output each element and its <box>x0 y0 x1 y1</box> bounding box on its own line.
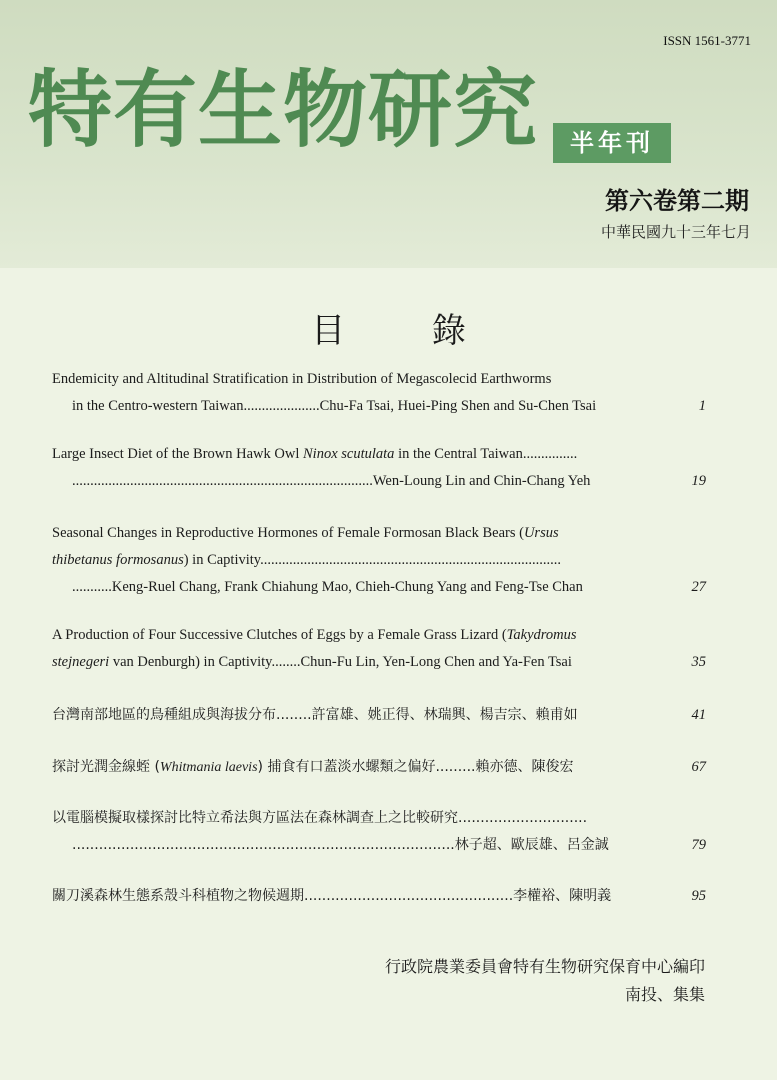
entry-line-wrap <box>52 468 706 495</box>
publisher: 行政院農業委員會特有生物研究保育中心編印 <box>384 957 705 976</box>
toc-entry <box>52 754 706 781</box>
volume-issue: 第六卷第二期 <box>605 187 749 215</box>
entry-line: ...........Keng-Ruel Chang, Frank Chiahung Mao, Chieh-Chung Yang and Feng-Tse Chan <box>72 579 583 595</box>
page-number: 79 <box>691 837 706 853</box>
entry-line: ...................................................................................Wen-Loung Lin and Chin-Chang Yeh <box>72 473 591 489</box>
publication-date: 中華民國九十三年七月 <box>600 223 751 241</box>
page-number: 35 <box>691 654 706 670</box>
page-number: 27 <box>691 579 706 595</box>
page-number: 19 <box>691 473 706 489</box>
frequency-badge: 半年刊 <box>553 123 671 163</box>
page-number: 41 <box>691 707 706 723</box>
entry-line: Seasonal Changes in Reproductive Hormones of Female Formosan Black Bears (Ursus <box>52 525 559 541</box>
entry-line: 以電腦模擬取樣探討比特立希法與方區法在森林調查上之比較研究............................. <box>52 810 588 826</box>
entry-line-wrap <box>52 649 706 676</box>
toc-entry <box>52 366 706 420</box>
entry-line: stejnegeri van Denburgh) in Captivity........Chun-Fu Lin, Yen-Long Chen and Ya-Fen Tsai <box>52 654 572 670</box>
toc-entry <box>52 883 706 910</box>
page-number: 1 <box>698 398 706 414</box>
toc-entry <box>52 702 706 729</box>
entry-line-wrap <box>52 754 706 781</box>
entry-line-wrap <box>52 883 706 910</box>
page-number: 67 <box>691 759 706 775</box>
entry-line: ......................................................................................林子超、歐辰雄、呂金誠 <box>72 837 609 853</box>
entry-line-wrap <box>52 574 706 601</box>
issn: ISSN 1561-3771 <box>663 33 751 48</box>
entry-line: 關刀溪森林生態系殼斗科植物之物候週期...............................................李權裕、陳明義 <box>52 888 612 904</box>
toc-entry <box>52 520 706 601</box>
place: 南投、集集 <box>624 985 705 1004</box>
entry-line-wrap <box>52 805 702 832</box>
toc-entry <box>52 805 706 859</box>
entry-line-wrap <box>52 393 706 420</box>
journal-title: 特有生物研究 <box>28 61 539 159</box>
entry-line: 台灣南部地區的鳥種組成與海拔分布........許富雄、姚正得、林瑞興、楊吉宗、賴甫如 <box>52 707 578 723</box>
entry-line: thibetanus formosanus) in Captivity................................................................................... <box>52 552 561 568</box>
entry-line-wrap <box>52 832 706 859</box>
entry-line: Endemicity and Altitudinal Stratification in Distribution of Megascolecid Earthworms <box>52 371 552 387</box>
page-number: 95 <box>691 888 706 904</box>
toc-heading: 目 錄 <box>311 311 504 351</box>
entry-line: 探討光潤金線蛭 (Whitmania laevis) 捕食有口蓋淡水螺類之偏好.........賴亦德、陳俊宏 <box>52 759 574 775</box>
entry-line-wrap <box>52 702 706 729</box>
toc-entry <box>52 441 706 495</box>
entry-line: Large Insect Diet of the Brown Hawk Owl Ninox scutulata in the Central Taiwan............... <box>52 446 578 462</box>
entry-line: in the Centro-western Taiwan.....................Chu-Fa Tsai, Huei-Ping Shen and Su-Chen Tsai <box>72 398 597 414</box>
toc-entry <box>52 622 706 676</box>
entry-line: A Production of Four Successive Clutches of Eggs by a Female Grass Lizard (Takydromus <box>52 627 577 643</box>
